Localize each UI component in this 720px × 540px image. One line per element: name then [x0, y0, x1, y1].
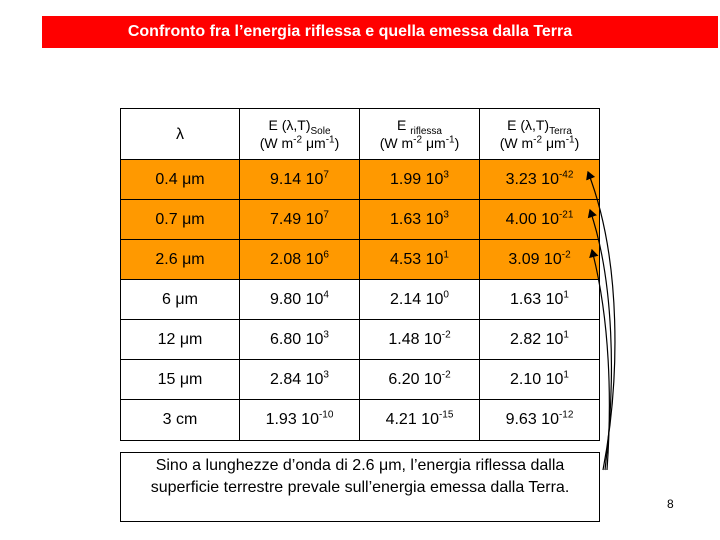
page-number: 8 [667, 497, 674, 511]
cell-lambda: 3 cm [121, 400, 240, 441]
header-e-riflessa: E $_{riflessa}$ (W $m^{-2}$ $\mu m^{-1}$) [360, 109, 480, 160]
cell-e-sole: 9.80 $10^4$ [240, 280, 360, 320]
cell-e-sole: 7.49 $10^7$ [240, 200, 360, 240]
cell-lambda: 6 μm [121, 280, 240, 320]
cell-e-riflessa: 1.63 $10^3$ [360, 200, 480, 240]
header-e-terra: E $(\lambda,T)_{Terra}$ (W $m^{-2}$ $\mu m^{-1}$) [480, 109, 600, 160]
cell-e-terra: 3.23 $10^{-42}$ [480, 160, 600, 200]
cell-e-terra: 9.63 $10^{-12}$ [480, 400, 600, 441]
cell-e-riflessa: 6.20 $10^{-2}$ [360, 360, 480, 400]
cell-lambda: 2.6 μm [121, 240, 240, 280]
cell-e-terra: 4.00 $10^{-21}$ [480, 200, 600, 240]
cell-e-sole: 2.08 $10^6$ [240, 240, 360, 280]
header-e-sole: E $(\lambda,T)_{Sole}$ (W $m^{-2}$ $\mu m^{-1}$) [240, 109, 360, 160]
cell-e-sole: 1.93 $10^{-10}$ [240, 400, 360, 441]
cell-lambda: 0.4 μm [121, 160, 240, 200]
cell-e-riflessa: 4.53 $10^1$ [360, 240, 480, 280]
cell-e-riflessa: 4.21 $10^{-15}$ [360, 400, 480, 441]
cell-lambda: 15 μm [121, 360, 240, 400]
cell-lambda: 12 μm [121, 320, 240, 360]
header-lambda: λ [121, 109, 240, 160]
cell-e-terra: 2.82 $10^1$ [480, 320, 600, 360]
cell-e-terra: 2.10 $10^1$ [480, 360, 600, 400]
cell-e-riflessa: 2.14 $10^0$ [360, 280, 480, 320]
cell-e-sole: 2.84 $10^3$ [240, 360, 360, 400]
note-box [120, 452, 600, 522]
slide-title: Confronto fra l’energia riflessa e quella emessa dalla Terra [127, 23, 573, 40]
cell-e-sole: 6.80 $10^3$ [240, 320, 360, 360]
cell-lambda: 0.7 μm [121, 200, 240, 240]
cell-e-riflessa: 1.48 $10^{-2}$ [360, 320, 480, 360]
cell-e-riflessa: 1.99 $10^3$ [360, 160, 480, 200]
cell-e-terra: 3.09 $10^{-2}$ [480, 240, 600, 280]
note-text: Sino a lunghezze d’onda di 2.6 μm, l’energia riflessa dalla superficie terrestre prevale sull’energia emessa dalla Terra. [150, 457, 570, 496]
cell-e-sole: 9.14 $10^7$ [240, 160, 360, 200]
cell-e-terra: 1.63 $10^1$ [480, 280, 600, 320]
